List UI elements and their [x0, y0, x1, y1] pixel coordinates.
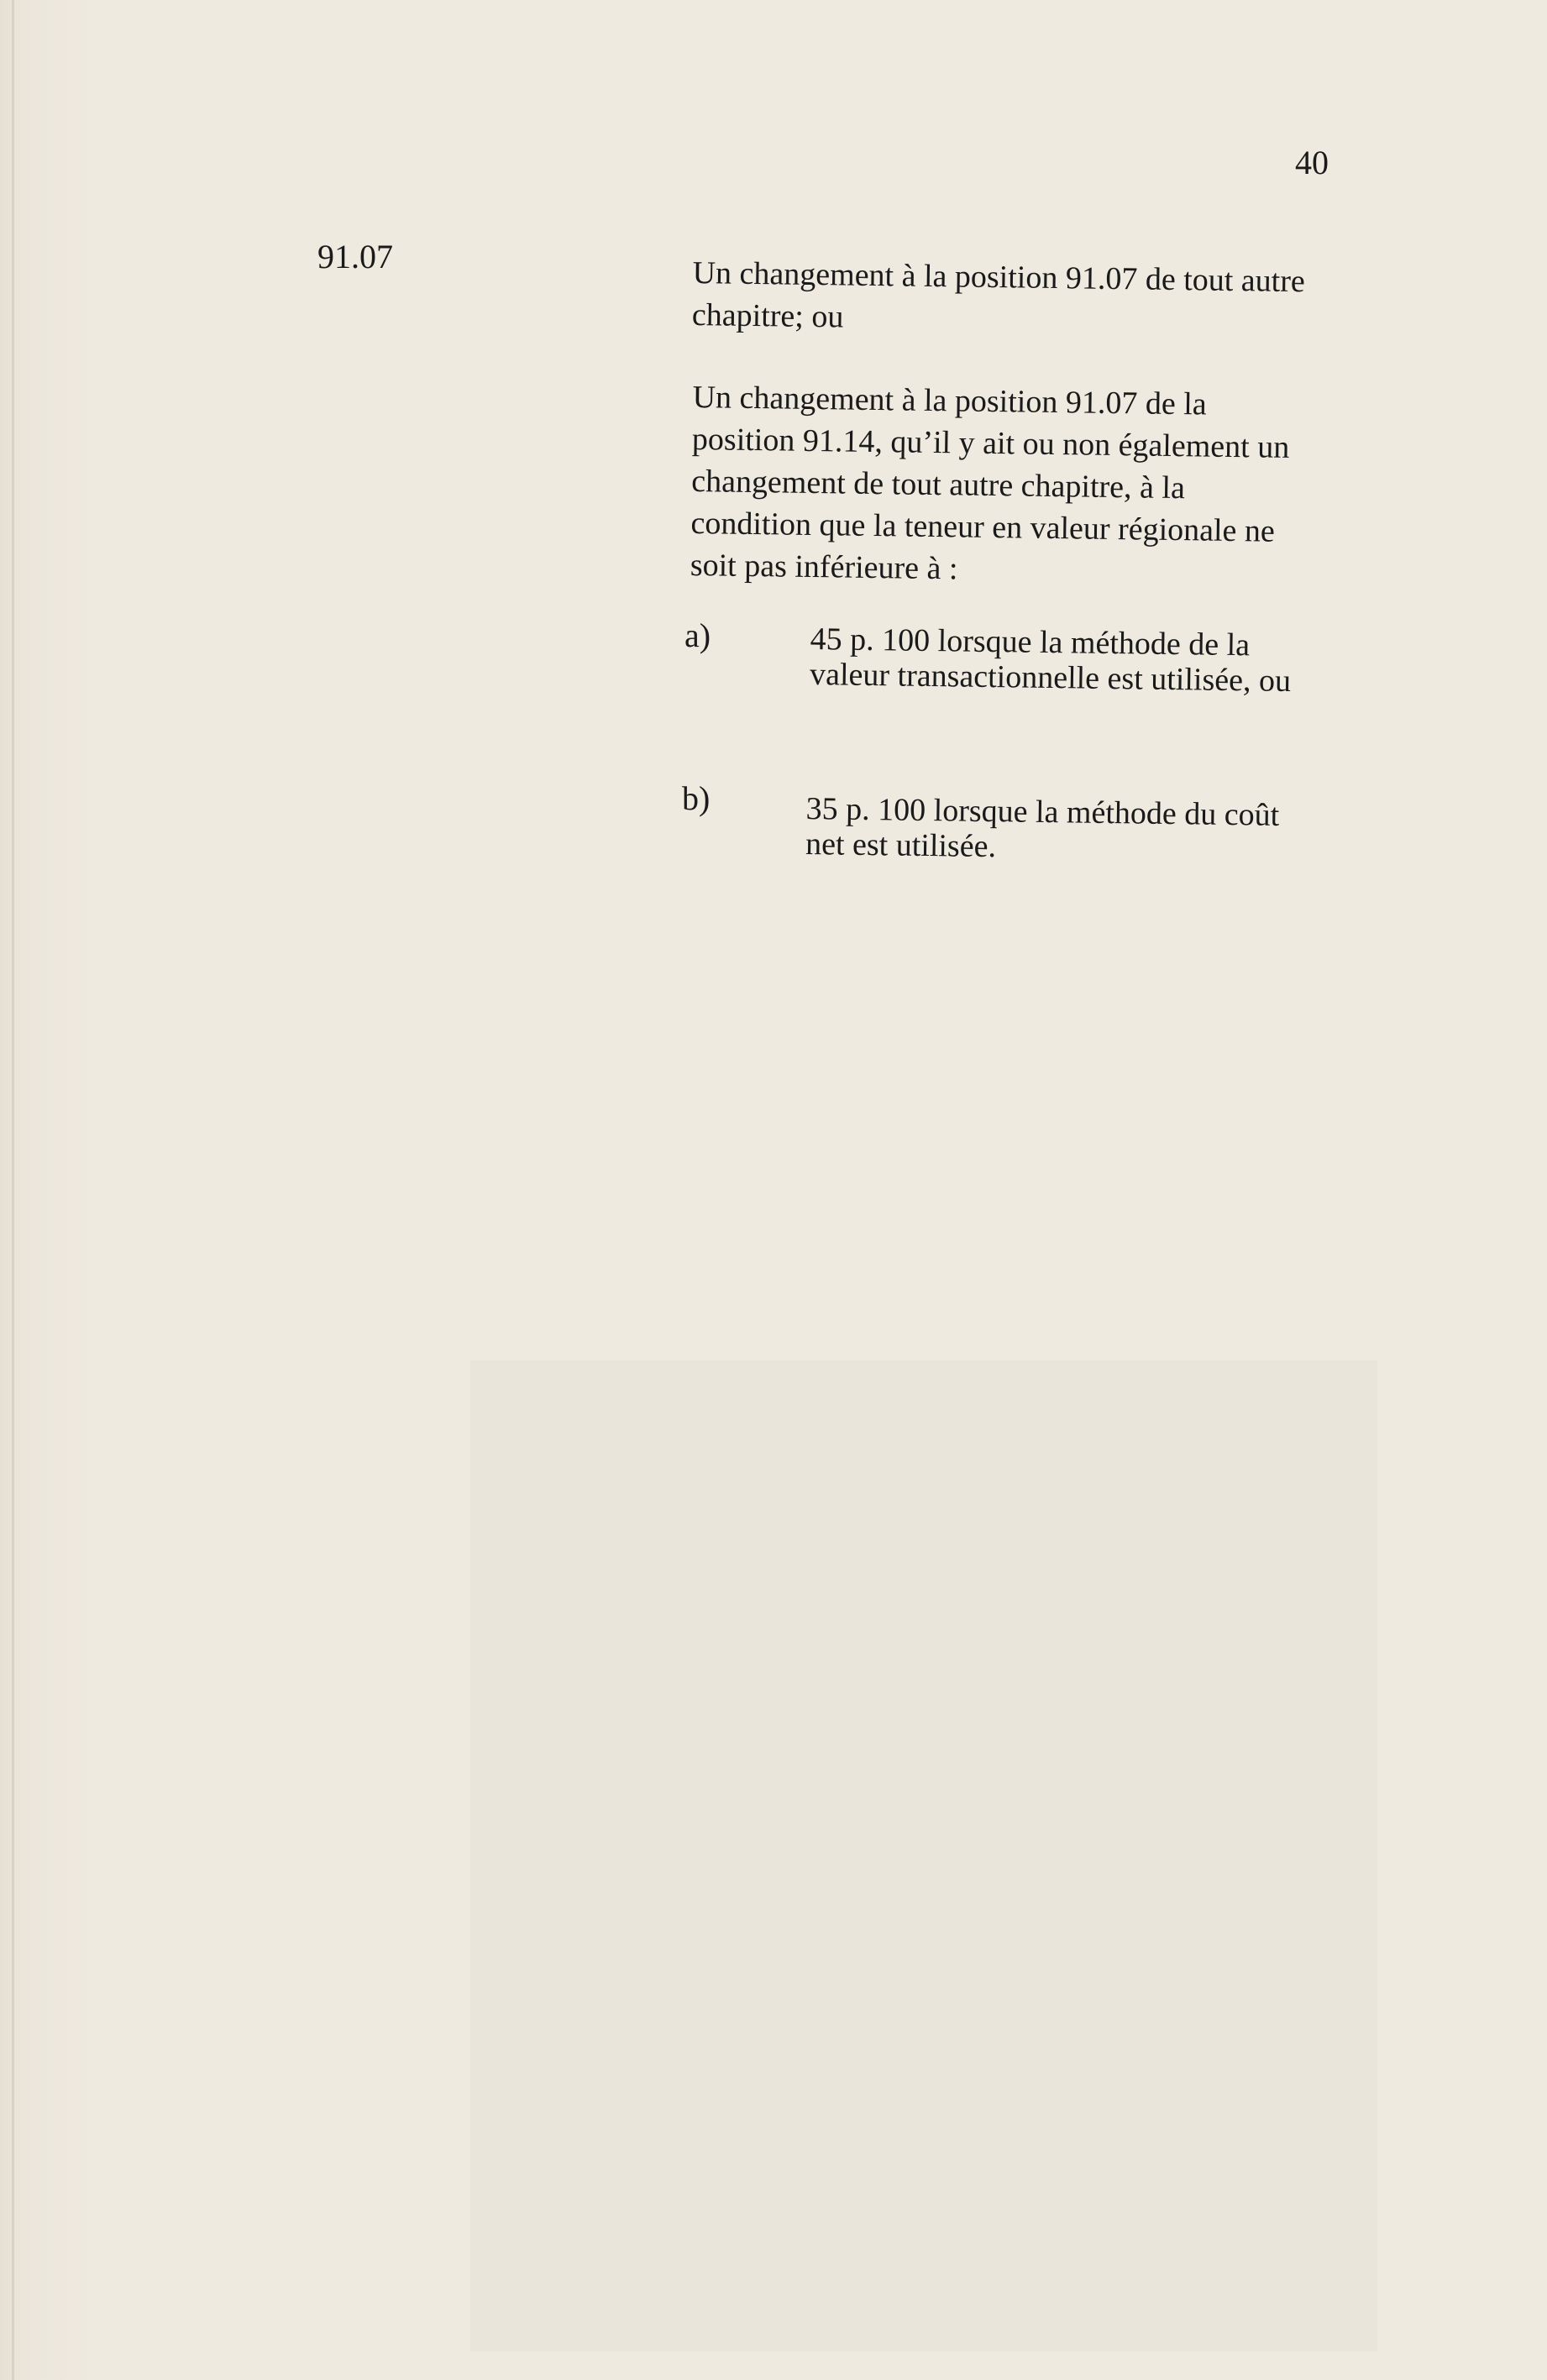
- show-through-shadow: [470, 1360, 1377, 2351]
- page-number: 40: [1295, 144, 1329, 181]
- item-a-text: 45 p. 100 lorsque la méthode de la valeur transactionnelle est utilisée, ou: [809, 621, 1292, 699]
- rule-paragraph-1: Un changement à la position 91.07 de tout autre chapitre; ou: [691, 254, 1306, 335]
- binding-edge: [12, 0, 14, 2380]
- item-a-letter: a): [684, 616, 711, 654]
- heading-code: 91.07: [317, 238, 393, 275]
- item-b-text: 35 p. 100 lorsque la méthode du coût net est utilisée.: [805, 791, 1280, 865]
- item-b-letter: b): [682, 779, 711, 817]
- rule-paragraph-2: Un changement à la position 91.07 de la position 91.14, qu’il y ait ou non également un changement de tout autre chapitre, à la condition que la teneur en valeur régionale ne soit pas inférieure à :: [690, 379, 1290, 587]
